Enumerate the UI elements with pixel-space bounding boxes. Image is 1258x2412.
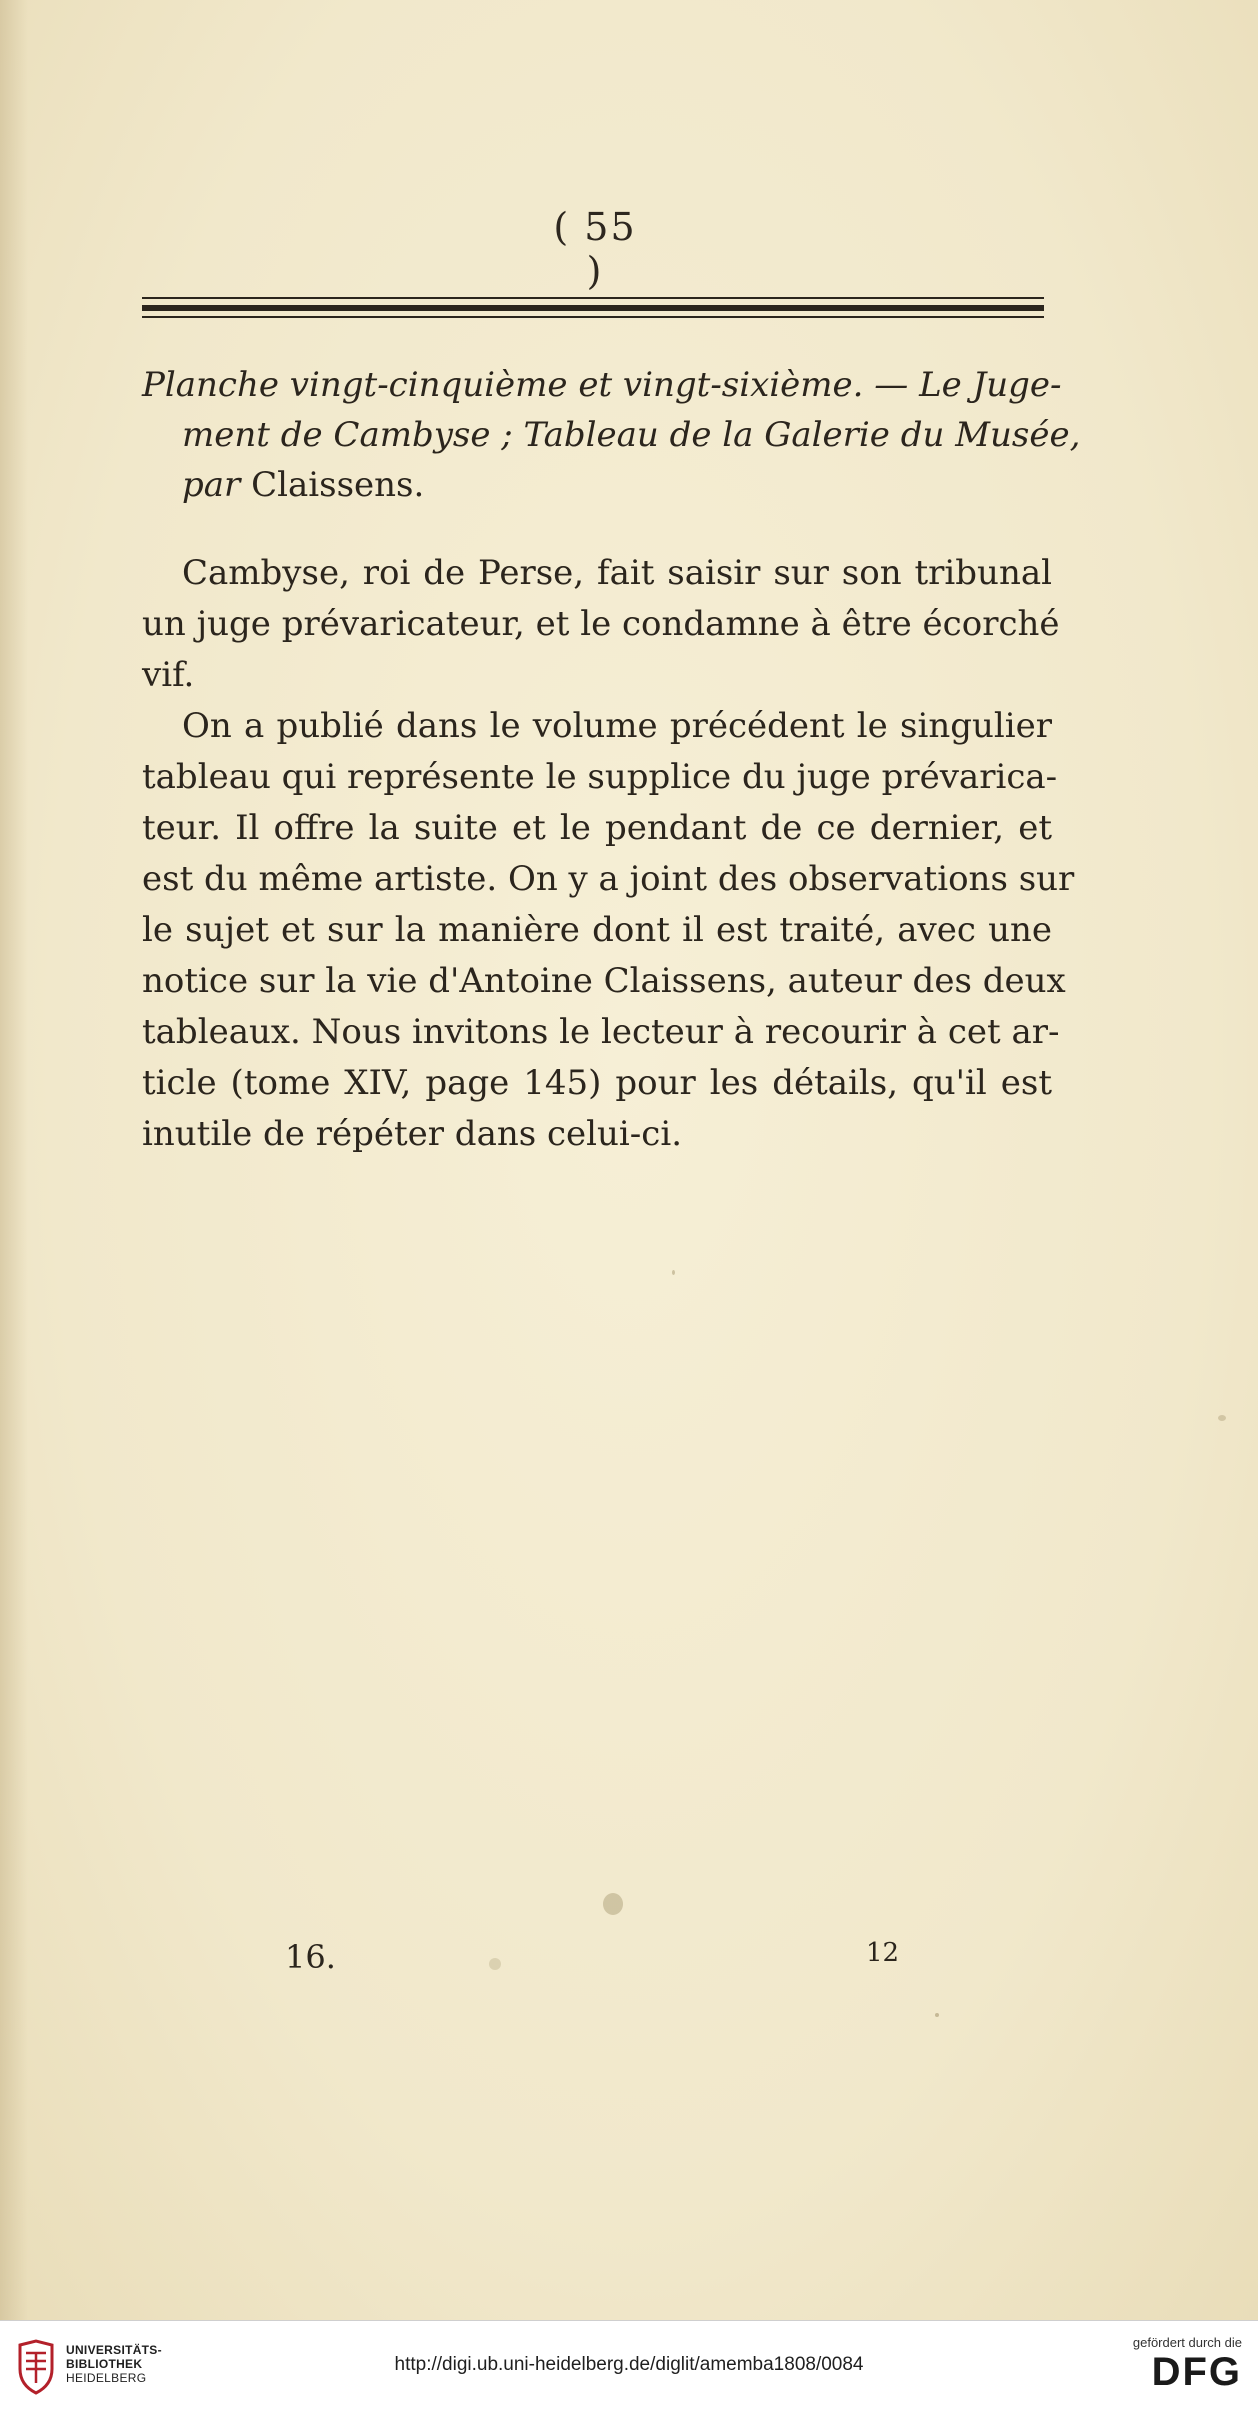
heading-line: Planche vingt-cinquième et vingt-sixième. — Le Juge- [142, 365, 1062, 405]
plate-heading [142, 360, 1081, 510]
heading-author: Claissens. [251, 465, 425, 505]
heading-par: par [182, 465, 241, 505]
paper-speck [935, 2013, 939, 2017]
body-line: ticle (tome XIV, page 145) pour les détails, qu'il est [142, 1063, 1052, 1103]
body-line: teur. Il offre la suite et le pendant de ce dernier, et [142, 808, 1052, 848]
paper-speck [603, 1893, 623, 1915]
body-line: le sujet et sur la manière dont il est traité, avec une [142, 910, 1052, 950]
page-edge-shadow [0, 0, 28, 2320]
body-line: notice sur la vie d'Antoine Claissens, auteur des deux [142, 961, 1066, 1001]
signature-mark-right: 12 [866, 1938, 900, 1968]
header-rule-bottom [142, 316, 1044, 318]
body-line: vif. [142, 655, 195, 695]
footer-bar [0, 2320, 1258, 2412]
page-number: ( 55 ) [553, 205, 637, 293]
body-line: tableau qui représente le supplice du juge prévarica- [142, 757, 1058, 797]
body-line: tableaux. Nous invitons le lecteur à recourir à cet ar- [142, 1012, 1060, 1052]
paper-speck [489, 1958, 501, 1970]
heading-line: ment de Cambyse ; Tableau de la Galerie du Musée, [182, 415, 1081, 455]
signature-mark-left: 16. [285, 1938, 336, 1976]
body-line: inutile de répéter dans celui-ci. [142, 1114, 683, 1154]
body-text [142, 548, 1075, 1160]
library-line: BIBLIOTHEK [66, 2357, 143, 2371]
body-line: est du même artiste. On y a joint des observations sur [142, 859, 1075, 899]
body-line: un juge prévaricateur, et le condamne à être écorché [142, 604, 1060, 644]
funding-label: gefördert durch die [1132, 2335, 1242, 2350]
library-line: HEIDELBERG [66, 2371, 147, 2385]
body-line: On a publié dans le volume précédent le singulier [182, 706, 1052, 746]
paper-speck [672, 1270, 675, 1275]
dfg-logo: DFG [1151, 2350, 1242, 2394]
paper-speck [1218, 1415, 1226, 1421]
heading-line [142, 460, 1052, 510]
header-rule-top [142, 297, 1044, 299]
funding-notice [1133, 2335, 1242, 2394]
library-line: UNIVERSITÄTS- [66, 2343, 162, 2357]
source-url-link[interactable]: http://digi.ub.uni-heidelberg.de/diglit/amemba1808/0084 [394, 2354, 864, 2375]
header-rule-thick [142, 305, 1044, 311]
body-line: Cambyse, roi de Perse, fait saisir sur son tribunal [182, 553, 1052, 593]
